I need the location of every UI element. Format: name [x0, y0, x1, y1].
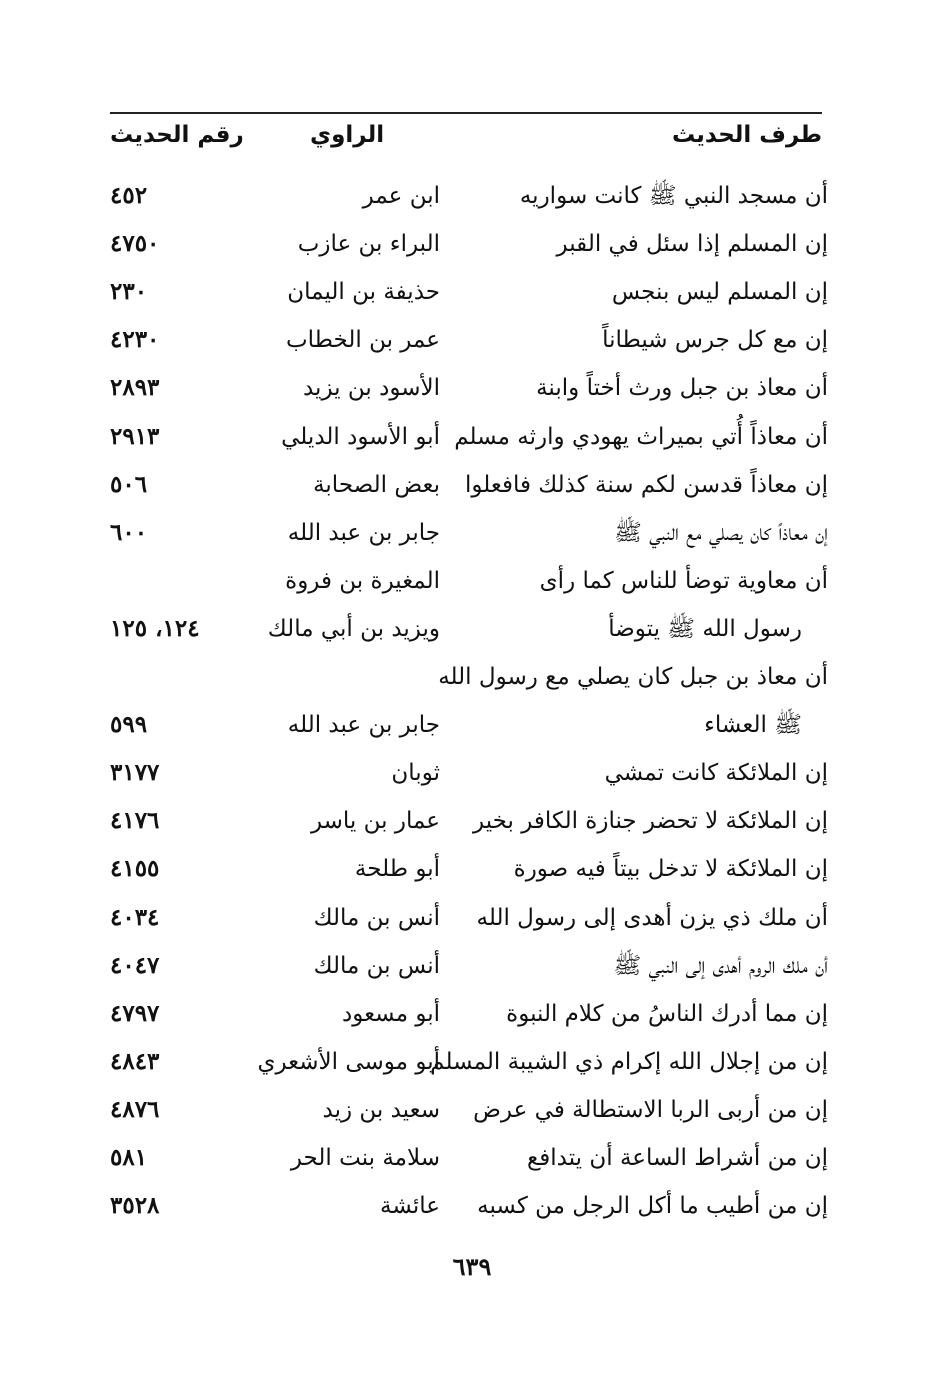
hadith-number: ٤١٥٥ [110, 855, 160, 882]
hadith-number: ٢٩١٣ [110, 423, 160, 450]
hadith-text: ﷺ العشاء [704, 712, 802, 738]
narrator: أبو الأسود الديلي [281, 424, 440, 450]
hadith-text: أن معاذاً أُتي بميراث يهودي وارثه مسلم [454, 424, 828, 450]
header-number: رقم الحديث [110, 122, 244, 148]
table-row [110, 172, 828, 220]
hadith-number: ٢٨٩٣ [110, 374, 160, 401]
hadith-text: إن من إجلال الله إكرام ذي الشيبة المسلم [430, 1049, 828, 1075]
hadith-number: ٤٧٥٠ [110, 230, 160, 257]
hadith-text: أن معاذ بن جبل ورث أختاً وابنة [536, 375, 828, 401]
hadith-text: إن الملائكة لا تحضر جنازة الكافر بخير [473, 808, 828, 834]
table-row [110, 413, 828, 461]
hadith-text: رسول الله ﷺ يتوضأ [608, 616, 802, 642]
table-row [110, 364, 828, 412]
page-number: ٦٣٩ [452, 1252, 492, 1281]
narrator: عمار بن ياسر [310, 808, 440, 834]
hadith-text: إن معاذاً قدسن لكم سنة كذلك فافعلوا [464, 472, 828, 498]
hadith-number: ٥٨١ [110, 1144, 148, 1171]
table-row [110, 845, 828, 893]
table-row [110, 316, 828, 364]
hadith-text: أن ملك الروم أهدى إلى النبي ﷺ [613, 953, 828, 979]
table-row [110, 1086, 828, 1134]
narrator: حذيفة بن اليمان [287, 279, 440, 305]
hadith-text: إن من أطيب ما أكل الرجل من كسبه [477, 1193, 828, 1219]
hadith-number: ٤٧٩٧ [110, 1000, 160, 1027]
hadith-text: إن مع كل جرس شيطاناً [602, 327, 828, 353]
header-hadith: طرف الحديث [671, 122, 822, 148]
hadith-number: ٥٩٩ [110, 711, 148, 738]
narrator: أنس بن مالك [313, 953, 440, 979]
narrator: بعض الصحابة [313, 472, 440, 498]
table-row [110, 268, 828, 316]
narrator: عمر بن الخطاب [285, 327, 440, 353]
hadith-number: ٥٠٦ [110, 471, 148, 498]
table-row [110, 942, 828, 990]
top-rule [110, 112, 822, 114]
hadith-number: ٤١٧٦ [110, 807, 160, 834]
narrator: سلامة بنت الحر [290, 1145, 440, 1171]
header-narrator: الراوي [310, 122, 385, 148]
hadith-text: إن من أشراط الساعة أن يتدافع [527, 1145, 828, 1171]
hadith-text: إن المسلم إذا سئل في القبر [556, 231, 828, 257]
narrator: أبو طلحة [354, 856, 440, 882]
hadith-text: إن معاذاً كان يصلي مع النبي ﷺ [614, 520, 828, 546]
hadith-text: إن المسلم ليس بنجس [611, 279, 828, 305]
table-row [110, 653, 828, 701]
hadith-text: إن الملائكة لا تدخل بيتاً فيه صورة [513, 856, 828, 882]
table-row [110, 797, 828, 845]
hadith-number: ٣١٧٧ [110, 759, 160, 786]
hadith-number: ٤٠٤٧ [110, 952, 160, 979]
narrator: جابر بن عبد الله [287, 520, 440, 546]
hadith-text: إن من أربى الربا الاستطالة في عرض [473, 1097, 828, 1123]
hadith-number: ٤٠٣٤ [110, 904, 160, 931]
table-row [110, 220, 828, 268]
table-row [110, 894, 828, 942]
hadith-number: ٣٥٢٨ [110, 1192, 160, 1219]
hadith-number: ٦٠٠ [110, 519, 148, 546]
hadith-text: أن ملك ذي يزن أهدى إلى رسول الله [476, 905, 828, 931]
narrator: ابن عمر [362, 183, 440, 209]
hadith-number: ١٢٤، ١٢٥ [110, 615, 200, 642]
table-row [110, 461, 828, 509]
hadith-text: أن مسجد النبي ﷺ كانت سواريه [519, 183, 828, 209]
hadith-number: ٤٨٤٣ [110, 1048, 160, 1075]
table-row [110, 1182, 828, 1230]
narrator: أبو موسى الأشعري [257, 1049, 440, 1075]
narrator: المغيرة بن فروة [285, 568, 440, 594]
narrator: البراء بن عازب [297, 231, 440, 257]
table-row [110, 1038, 828, 1086]
narrator: عائشة [380, 1193, 440, 1219]
narrator: أنس بن مالك [313, 905, 440, 931]
hadith-text: إن الملائكة كانت تمشي [604, 760, 828, 786]
table-row [110, 749, 828, 797]
table-row [110, 605, 828, 653]
hadith-text: أن معاوية توضأ للناس كما رأى [539, 568, 828, 594]
narrator: أبو مسعود [341, 1001, 440, 1027]
hadith-text: أن معاذ بن جبل كان يصلي مع رسول الله [438, 664, 828, 690]
narrator: سعيد بن زيد [322, 1097, 440, 1123]
table-row [110, 509, 828, 557]
table-row [110, 557, 828, 605]
hadith-number: ٤٨٧٦ [110, 1096, 160, 1123]
hadith-text: إن مما أدرك الناسُ من كلام النبوة [506, 1001, 828, 1027]
narrator: ثوبان [391, 760, 440, 786]
table-row [110, 990, 828, 1038]
hadith-number: ٢٣٠ [110, 278, 148, 305]
narrator: ويزيد بن أبي مالك [267, 616, 440, 642]
hadith-number: ٤٢٣٠ [110, 326, 160, 353]
table-row [110, 701, 828, 749]
narrator: الأسود بن يزيد [302, 375, 440, 401]
table-row [110, 1134, 828, 1182]
narrator: جابر بن عبد الله [287, 712, 440, 738]
hadith-number: ٤٥٢ [110, 182, 148, 209]
